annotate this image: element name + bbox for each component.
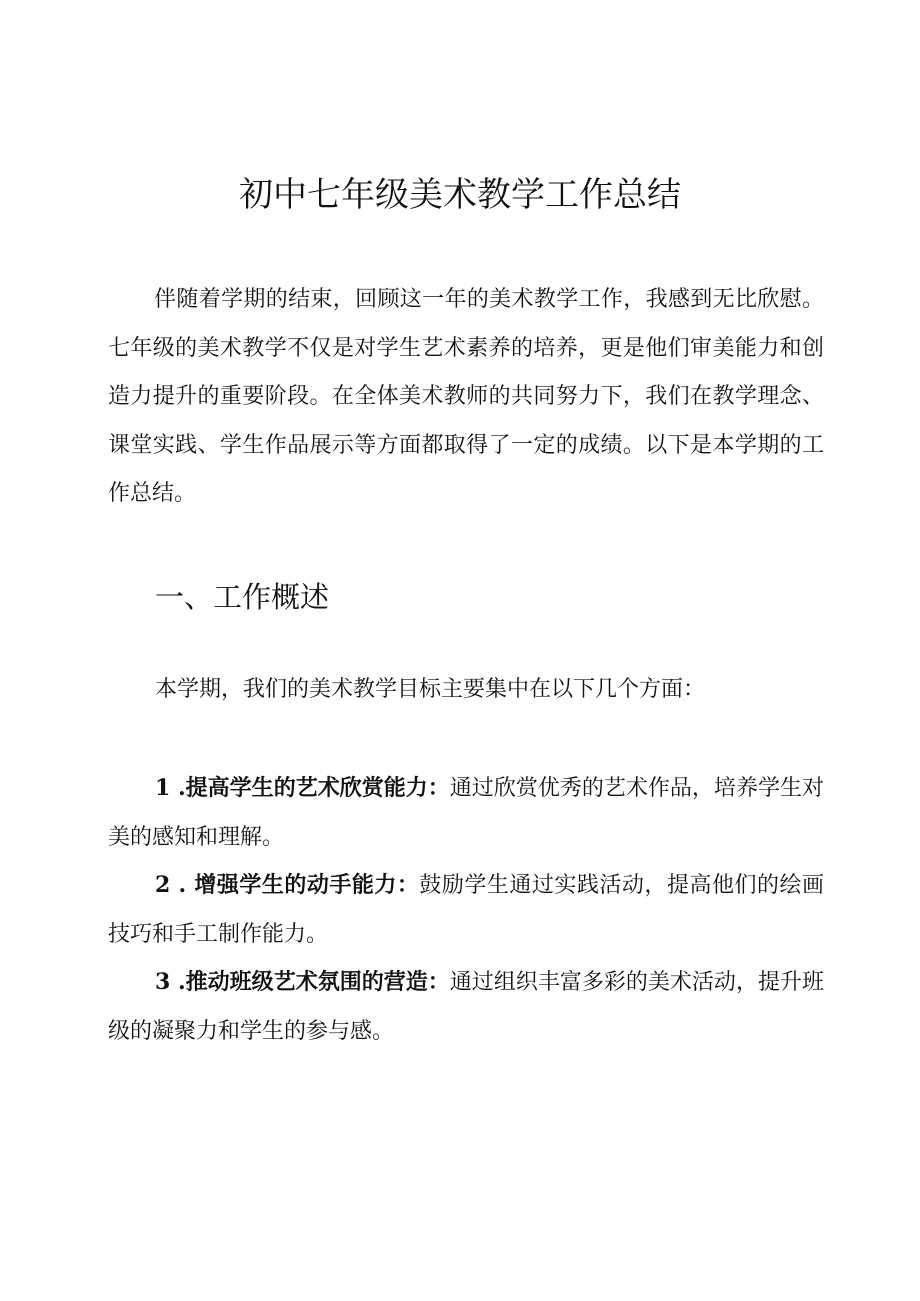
intro-paragraph: 伴随着学期的结束，回顾这一年的美术教学工作，我感到无比欣慰。七年级的美术教学不仅是对学生艺术素养的培养，更是他们审美能力和创造力提升的重要阶段。在全体美术教师的共同努力下，我们在教学理念、课堂实践、学生作品展示等方面都取得了一定的成绩。以下是本学期的工作总结。 [108, 287, 824, 506]
goal-item-number: 3 . [155, 969, 186, 995]
goal-item-1 [108, 764, 824, 862]
section-heading-overview: 一、工作概述 [155, 580, 330, 614]
goal-item-text: 鼓励学生通过实践活动，提高他们的绘画技巧和手工制作能力。 [108, 873, 824, 947]
goal-item-label: 增强学生的动手能力： [194, 873, 420, 898]
section-lead-paragraph: 本学期，我们的美术教学目标主要集中在以下几个方面： [155, 677, 706, 702]
goal-item-2 [108, 861, 824, 959]
goal-item-text: 通过欣赏优秀的艺术作品，培养学生对美的感知和理解。 [108, 776, 824, 850]
goal-item-number: 1 . [155, 775, 186, 801]
goal-item-number: 2 . [155, 872, 195, 898]
document-title: 初中七年级美术教学工作总结 [239, 175, 681, 215]
goal-item-label: 推动班级艺术氛围的营造： [185, 970, 450, 995]
goal-item-3 [108, 958, 824, 1056]
goal-item-text: 通过组织丰富多彩的美术活动，提升班级的凝聚力和学生的参与感。 [108, 970, 824, 1044]
goal-item-label: 提高学生的艺术欣赏能力： [185, 776, 450, 801]
